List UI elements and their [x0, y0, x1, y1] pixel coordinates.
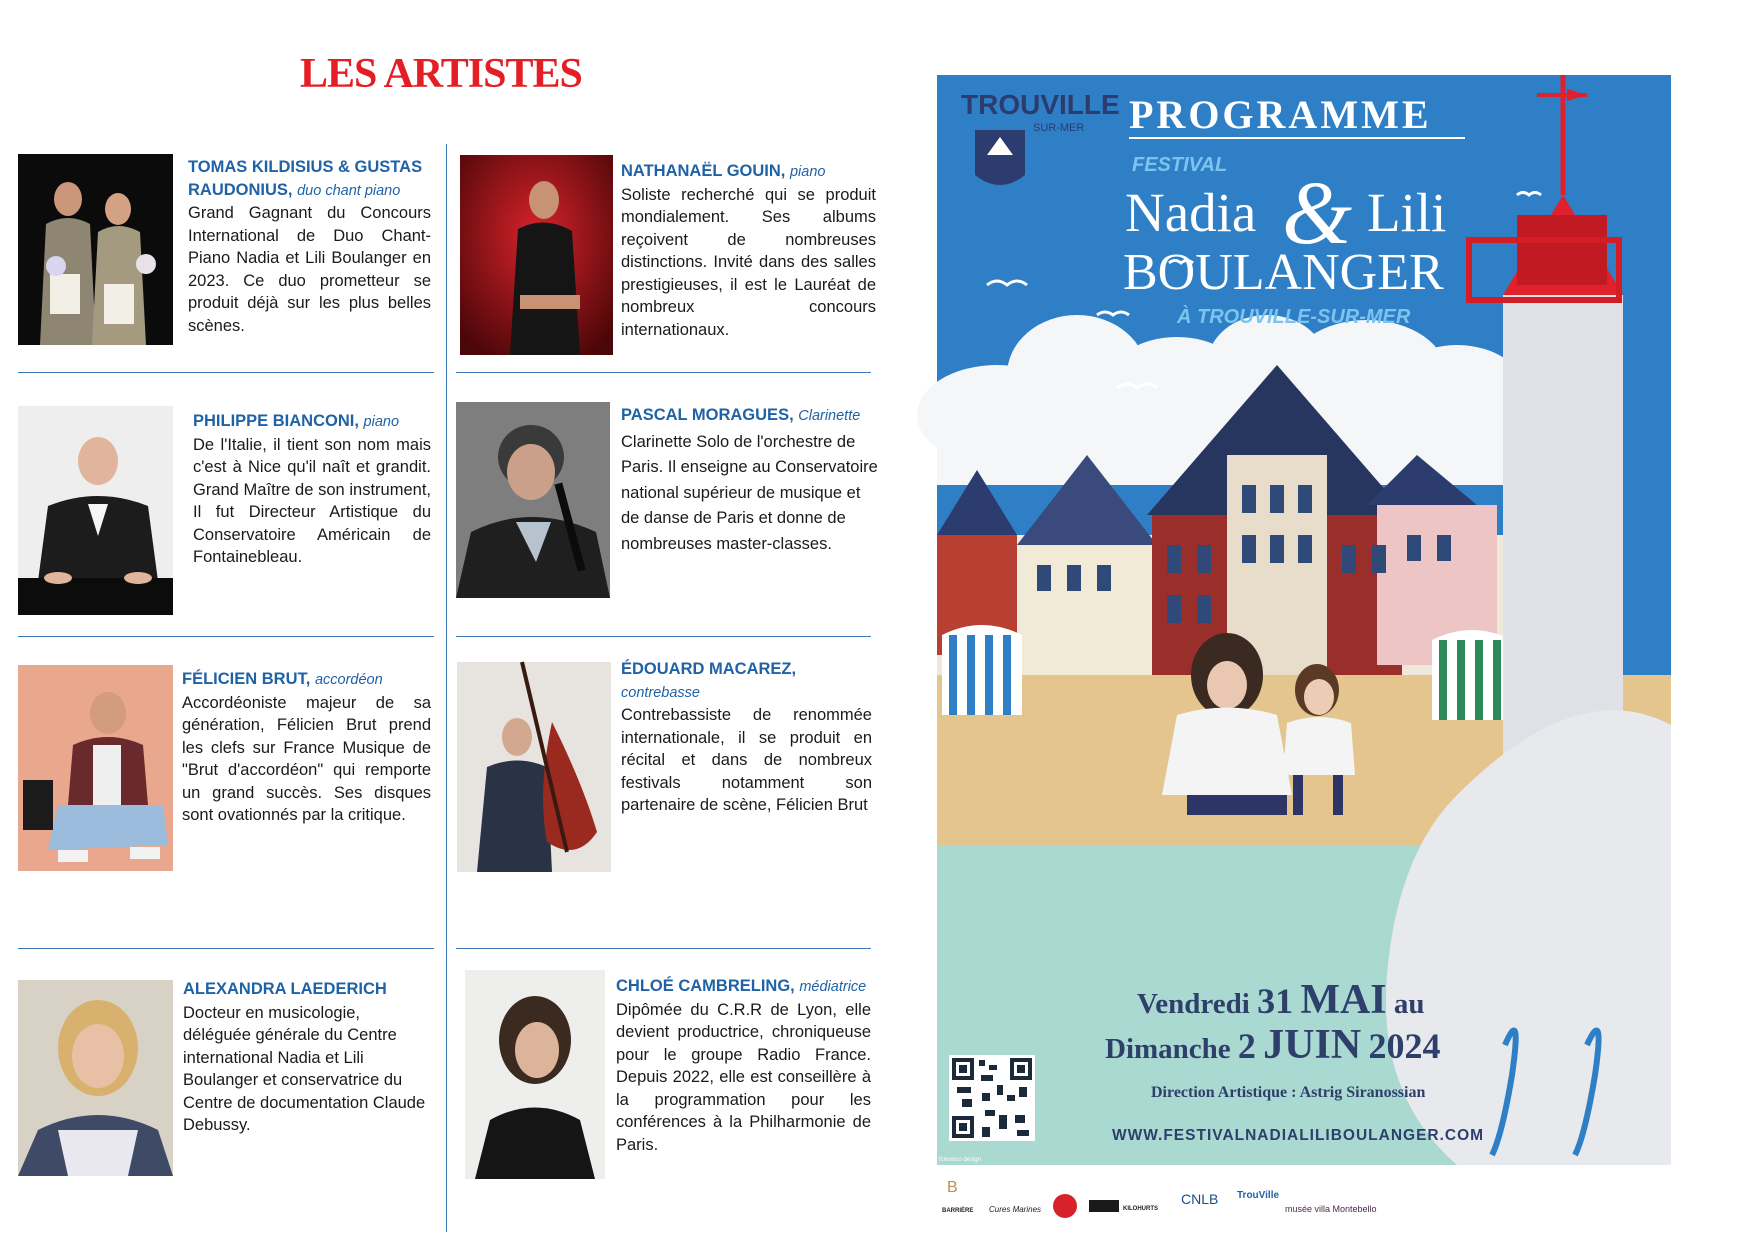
artist-bio-macarez: [621, 658, 872, 817]
poster-programme: PROGRAMME: [1129, 92, 1432, 137]
poster-website: WWW.FESTIVALNADIALILIBOULANGER.COM: [1112, 1127, 1485, 1144]
artist-description: De l'Italie, il tient son nom mais c'est à Nice qu'il naît et grandit. Grand Maître de son instrument, Il fut Directeur Artistique du Conservatoire Américain de Fontainebleau.: [193, 435, 431, 566]
date-day-end: Dimanche: [1105, 1033, 1231, 1065]
artist-bio-laederich: [183, 978, 429, 1137]
artist-description: Dipômée du C.R.R de Lyon, elle devient productrice, chroniqueuse pour le groupe Radio France. Depuis 2022, elle est conseillère à la programmation pour les conférences à la Philharmonie de Paris.: [616, 1000, 871, 1154]
artist-bio-brut: [182, 668, 431, 827]
logo-sur-mer: SUR-MER: [1033, 122, 1085, 134]
artist-name: TOMAS KILDISIUS & GUSTAS RAUDONIUS,: [188, 158, 423, 199]
artist-bio-moragues: [621, 403, 881, 557]
artist-description: Accordéoniste majeur de sa génération, Félicien Brut prend les clefs sur France Musique de "Brut d'accordéon" qui remporte un grand succès. Ses disques sont ovationnés par la critique.: [182, 693, 431, 824]
artist-name: PHILIPPE BIANCONI,: [193, 412, 359, 430]
artist-instrument: duo chant piano: [297, 182, 401, 199]
artist-description: Contrebassiste de renommée internationale, il se produit en récital et dans de nombreux festivals notamment son partenaire de scène, Félicien Brut: [621, 706, 872, 814]
sponsor-trouville: TrouVille: [1237, 1190, 1280, 1201]
artist-instrument: contrebasse: [621, 684, 700, 701]
artist-name: ALEXANDRA LAEDERICH: [183, 980, 387, 998]
sponsor-kilohurts: KILOHURTS: [1123, 1206, 1158, 1212]
artist-bio-gouin: [621, 160, 876, 341]
artist-instrument: médiatrice: [799, 979, 867, 995]
sponsor-cnlb: CNLB: [1181, 1191, 1219, 1207]
poster-location: À TROUVILLE-SUR-MER: [1177, 306, 1411, 328]
qr-code: [949, 1055, 1035, 1141]
artist-instrument: piano: [789, 164, 826, 180]
sponsor-barriere: BARRIÈRE: [942, 1208, 974, 1214]
row-divider: [456, 372, 871, 373]
date-month-start: MAI: [1300, 977, 1387, 1023]
artist-name: CHLOÉ CAMBRELING,: [616, 977, 795, 995]
date-number-end: 2: [1237, 1026, 1256, 1066]
artist-description: Clarinette Solo de l'orchestre de Paris. Il enseigne au Conservatoire national supérieur de musique et de danse de Paris et donne de nombreuses master-classes.: [621, 432, 878, 553]
poster-festival: FESTIVAL: [1132, 154, 1228, 176]
artist-name: NATHANAËL GOUIN,: [621, 162, 786, 180]
row-divider: [18, 948, 434, 949]
artist-photo-kildisius-raudonius: [18, 154, 173, 345]
page-title: LES ARTISTES: [300, 51, 582, 97]
artist-photo-brut: [18, 665, 173, 871]
artist-bio-bianconi: [193, 410, 431, 569]
artist-bio-kildisius-raudonius: [188, 156, 431, 337]
sponsor-barriere-mark: B: [947, 1179, 958, 1196]
logo-trouville: TROUVILLE: [961, 89, 1120, 120]
artist-description: Grand Gagnant du Concours International de Duo Chant-Piano Nadia et Lili Boulanger en 2023. Ce duo prometteur se produit déjà sur les plus belles scènes.: [188, 204, 431, 335]
artist-name: ÉDOUARD MACAREZ,: [621, 660, 797, 678]
column-divider: [446, 144, 447, 1232]
artist-photo-cambreling: [465, 970, 605, 1179]
date-month-end: JUIN: [1263, 1022, 1362, 1068]
artist-description: Docteur en musicologie, déléguée générale du Centre international Nadia et Lili Boulanger et conservatrice du Centre de documentation Claude Debussy.: [183, 1003, 426, 1134]
date-year: 2024: [1368, 1026, 1441, 1066]
artist-photo-moragues: [456, 402, 610, 598]
artist-instrument: piano: [363, 414, 400, 430]
sponsor-cures-marines: Cures Marines: [989, 1205, 1042, 1214]
poster-lili: Lili: [1367, 182, 1447, 243]
artist-instrument: accordéon: [314, 672, 383, 688]
sponsor-emblem: [1053, 1194, 1077, 1218]
artist-bio-cambreling: [616, 975, 871, 1156]
artist-name: PASCAL MORAGUES,: [621, 406, 794, 424]
row-divider: [456, 636, 871, 637]
poster-credit: fcmonco design: [939, 1157, 982, 1163]
artist-instrument: Clarinette: [798, 408, 861, 424]
poster-boulanger: BOULANGER: [1123, 244, 1444, 301]
artist-photo-laederich: [18, 980, 173, 1176]
poster-ampersand: &: [1282, 164, 1353, 263]
date-number-start: 31: [1257, 981, 1294, 1021]
date-day-start: Vendredi: [1137, 988, 1250, 1020]
row-divider: [18, 372, 434, 373]
sponsor-logos: [937, 1168, 1377, 1228]
sponsor-black-logo: [1089, 1200, 1119, 1212]
sponsor-musee-montebello: musée villa Montebello: [1285, 1204, 1377, 1214]
festival-poster: [937, 75, 1671, 1165]
poster-nadia: Nadia: [1125, 182, 1257, 243]
artist-description: Soliste recherché qui se produit mondialement. Ses albums reçoivent de nombreuses distinctions. Invité dans des salles prestigieuses, il est le Lauréat de nombreux concours internationaux.: [621, 185, 876, 339]
row-divider: [456, 948, 871, 949]
row-divider: [18, 636, 434, 637]
date-connector: au: [1393, 988, 1425, 1020]
artist-photo-macarez: [457, 662, 611, 872]
poster-direction: Direction Artistique : Astrig Siranossian: [1151, 1084, 1426, 1101]
artist-name: FÉLICIEN BRUT,: [182, 670, 311, 688]
artist-photo-bianconi: [18, 406, 173, 615]
artist-photo-gouin: [460, 155, 613, 355]
